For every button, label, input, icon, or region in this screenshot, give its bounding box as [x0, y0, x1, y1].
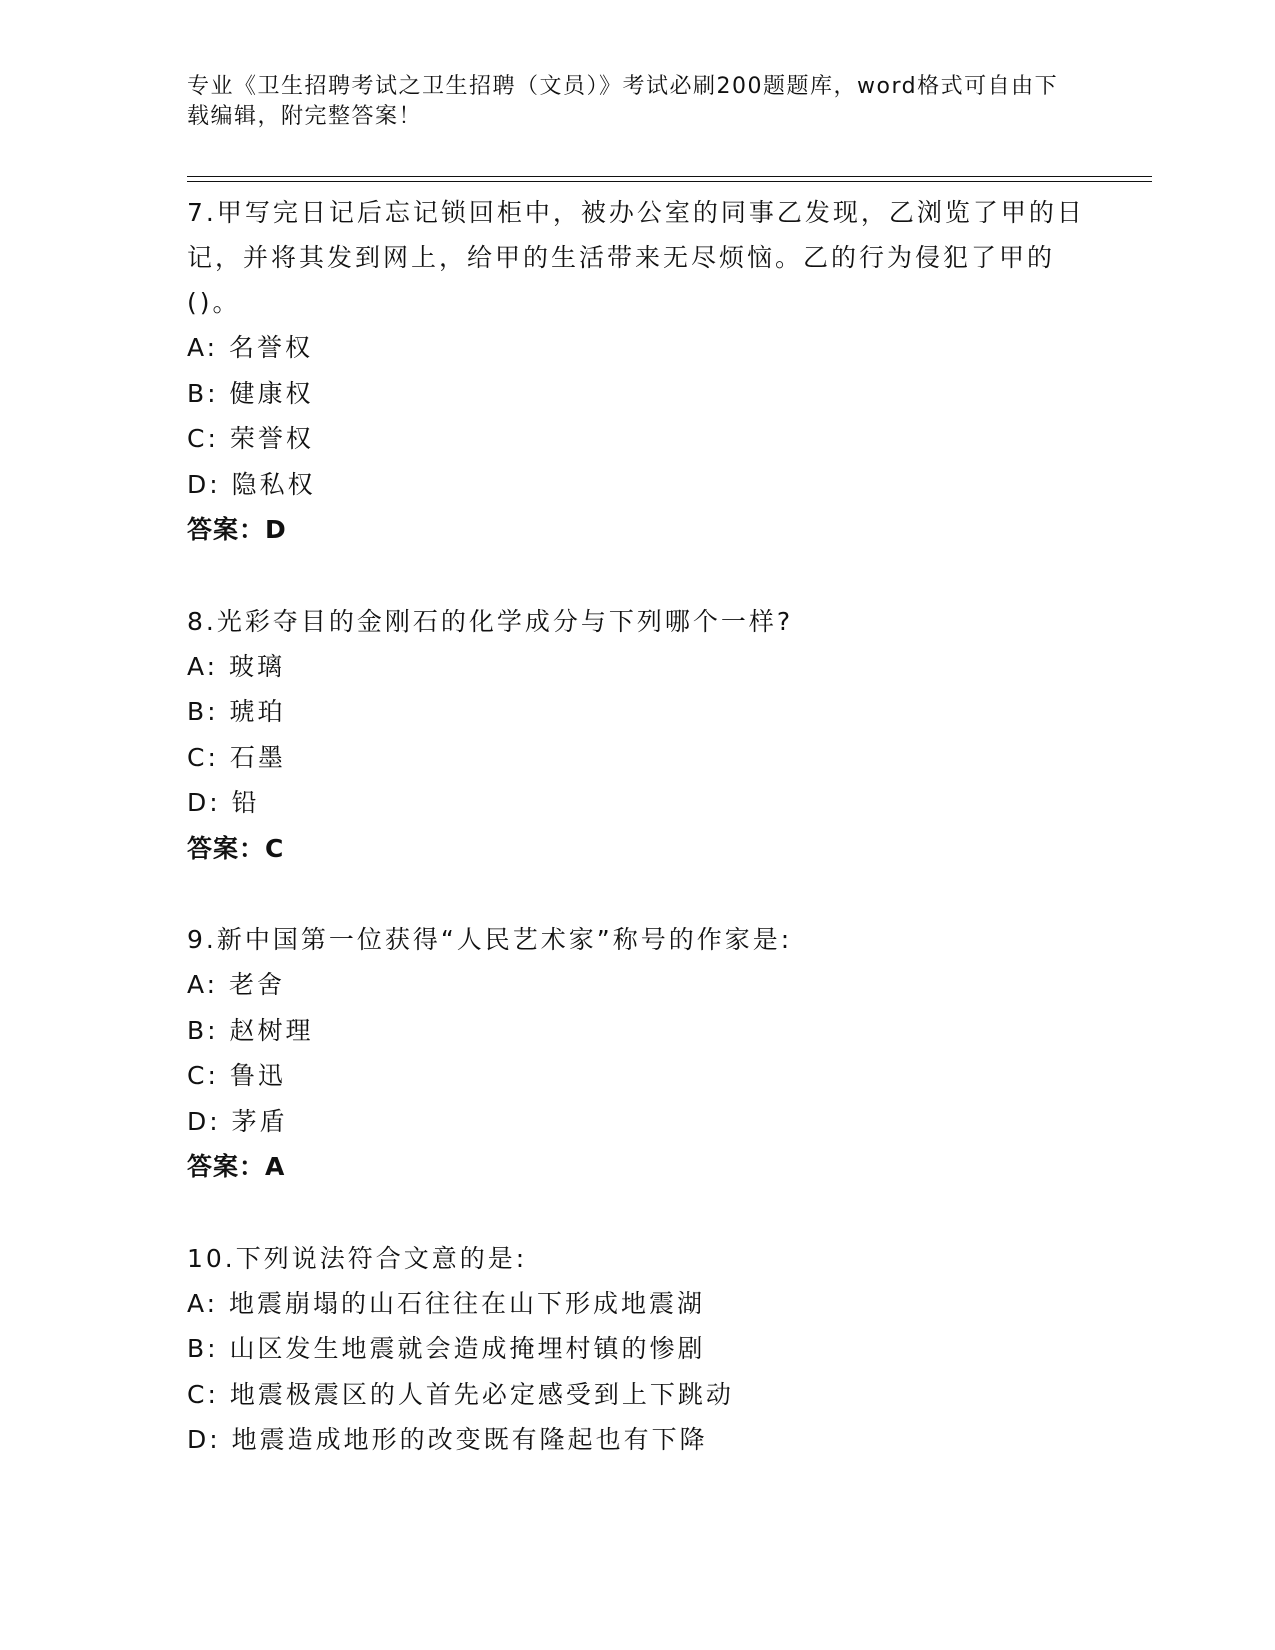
header-divider-bottom [187, 181, 1152, 182]
option-d: D: 铅 [187, 788, 260, 817]
question-9 [187, 917, 1087, 1190]
option-a: A: 名誉权 [187, 333, 314, 362]
question-stem: 8.光彩夺目的金刚石的化学成分与下列哪个一样? [187, 606, 794, 636]
document-intro: 专业《卫生招聘考试之卫生招聘（文员）》考试必刷200题题库，word格式可自由下载编辑，附完整答案！ [187, 74, 1059, 129]
option-a: A: 老舍 [187, 970, 286, 999]
question-stem: 9.新中国第一位获得“人民艺术家”称号的作家是: [187, 925, 793, 954]
option-c: C: 鲁迅 [187, 1061, 286, 1090]
option-b: B: 健康权 [187, 378, 314, 408]
question-7 [187, 190, 1087, 553]
option-d: D: 地震造成地形的改变既有隆起也有下降 [187, 1425, 708, 1454]
answer-line: 答案：C [187, 833, 285, 863]
question-10 [187, 1236, 1087, 1463]
question-list [187, 190, 1087, 1509]
option-a: A: 地震崩塌的山石往往在山下形成地震湖 [187, 1288, 706, 1318]
question-8 [187, 599, 1087, 872]
option-c: C: 石墨 [187, 742, 286, 772]
option-b: B: 赵树理 [187, 1015, 314, 1045]
option-c: C: 地震极震区的人首先必定感受到上下跳动 [187, 1379, 734, 1409]
answer-line: 答案：A [187, 1152, 286, 1181]
header-divider-top [187, 176, 1152, 177]
question-stem: 7.甲写完日记后忘记锁回柜中，被办公室的同事乙发现，乙浏览了甲的日记，并将其发到网上，给甲的生活带来无尽烦恼。乙的行为侵犯了甲的()。 [187, 198, 1085, 317]
answer-line: 答案：D [187, 515, 287, 544]
option-b: B: 山区发生地震就会造成掩埋村镇的惨剧 [187, 1334, 706, 1363]
option-a: A: 玻璃 [187, 651, 286, 681]
option-d: D: 隐私权 [187, 469, 316, 499]
option-b: B: 琥珀 [187, 697, 286, 726]
question-stem: 10.下列说法符合文意的是: [187, 1243, 528, 1273]
option-d: D: 茅盾 [187, 1106, 288, 1136]
option-c: C: 荣誉权 [187, 424, 314, 453]
